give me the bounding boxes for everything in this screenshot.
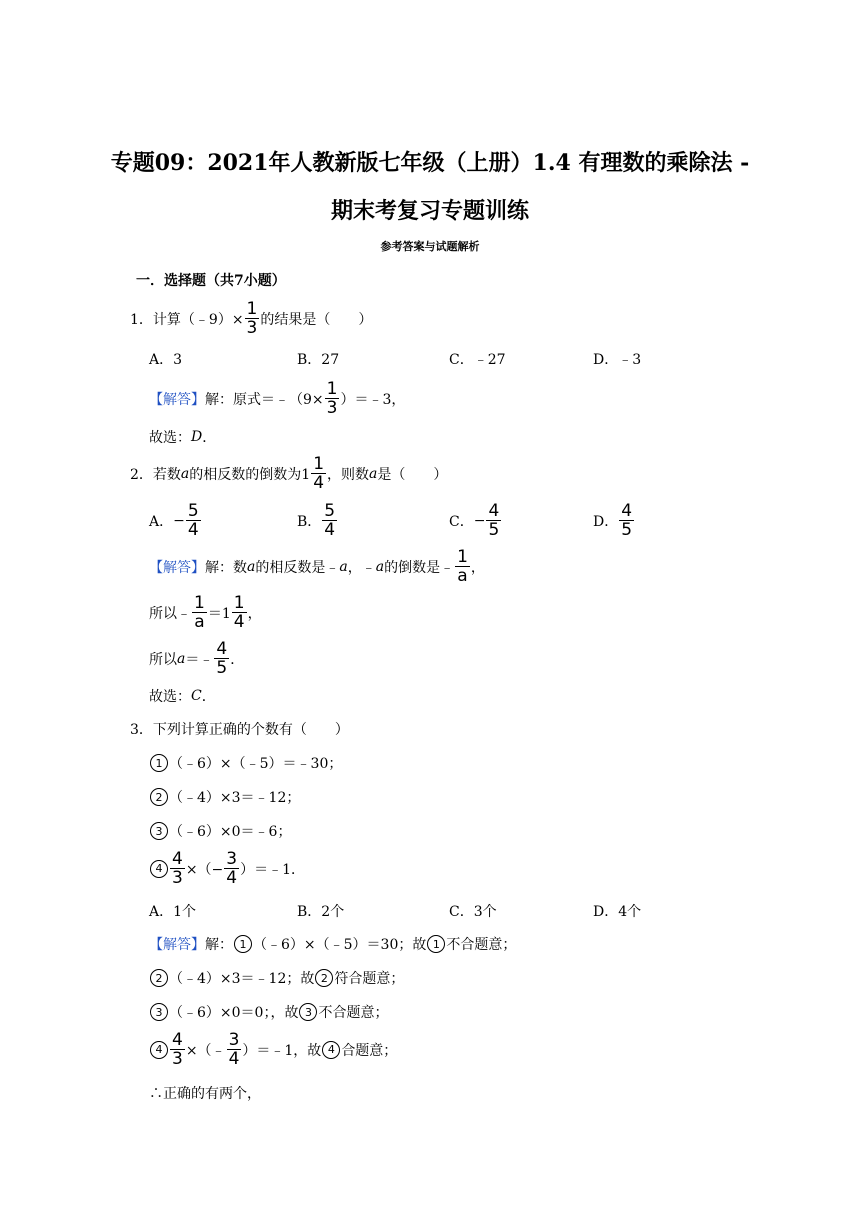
q2-line2-text-b: ＝1	[207, 605, 231, 622]
q2-frac-numerator: 1	[313, 454, 325, 474]
q3-option-a: A．1个	[149, 904, 197, 920]
q2-choice	[149, 686, 216, 706]
q3-answer-mark-2b: 2	[315, 969, 333, 987]
q3-answer-1-text: （﹣6）×（﹣5）＝30；故	[253, 937, 427, 953]
q2-option-c-numerator: 4	[488, 501, 500, 521]
q3-item-4-text-b: ）＝﹣1．	[240, 861, 306, 878]
q1-choice	[149, 427, 216, 447]
q2-answer-text-a: 解：数	[205, 559, 247, 576]
q1-answer-tag: 【解答】	[149, 391, 205, 408]
q3-answer-4-text-b: ）＝﹣1，故	[242, 1042, 322, 1059]
q2-option-a-denominator: 4	[187, 520, 199, 540]
q2-line3-frac-denominator: 5	[216, 658, 228, 678]
q1-option-a: A．3	[149, 352, 183, 368]
q3-option-c: C．3个	[449, 904, 497, 920]
q2-answer-line2	[149, 594, 262, 631]
q2-option-c-fraction	[486, 502, 501, 539]
q1-answer-frac-numerator: 1	[326, 379, 338, 399]
q2-answer-text-d: 的倒数是﹣	[384, 559, 455, 576]
question-2	[130, 455, 447, 492]
q3-answer-4-fraction-2	[227, 1031, 242, 1068]
q3-item-1	[149, 753, 342, 773]
q2-answer-text-b: 的相反数是﹣	[255, 559, 340, 576]
q2-line3-text-a: 所以	[149, 651, 177, 668]
q2-line2-fraction-2	[232, 594, 247, 631]
q3-item-4	[149, 850, 305, 887]
q3-answer-line2	[149, 968, 404, 988]
q3-answer-3b-text: 不合题意；	[318, 1005, 389, 1021]
q2-frac-denominator: 4	[313, 473, 325, 493]
q1-option-c: C．﹣27	[449, 352, 506, 368]
q2-option-c-sign: −	[473, 512, 486, 529]
q2-line2-text-c: ，	[247, 605, 262, 622]
q3-answer-1b-text: 不合题意；	[446, 937, 517, 953]
q3-answer-line3	[149, 1002, 388, 1022]
q2-answer-frac-denominator: a	[457, 566, 468, 586]
q3-answer-2b-text: 符合题意；	[334, 971, 405, 987]
q1-choice-end: ．	[202, 430, 217, 446]
q3-mark-3: 3	[150, 822, 168, 840]
q2-option-b-denominator: 4	[324, 520, 336, 540]
q3-answer-4-numerator: 4	[172, 1030, 183, 1050]
q3-answer-mark-3: 3	[150, 1003, 168, 1021]
q3-answer-4-denominator-2: 4	[228, 1049, 240, 1069]
q2-answer	[149, 548, 485, 585]
q3-item-4-fraction	[170, 850, 185, 887]
q3-answer-4-numerator-2: 3	[228, 1030, 240, 1050]
q2-option-d-fraction	[619, 502, 634, 539]
q3-option-d: D．4个	[593, 904, 642, 920]
q3-answer-4-text-a: ×（﹣	[185, 1042, 226, 1059]
q2-answer-var-a-2: a	[339, 558, 348, 575]
page-title-line2: 期末考复习专题训练	[330, 198, 529, 224]
q2-choice-letter: C	[191, 688, 202, 704]
q3-answer-text-a: 解：	[205, 937, 233, 953]
q2-option-c-denominator: 5	[488, 520, 500, 540]
q2-line2-frac2-denominator: 4	[233, 612, 245, 632]
q2-var-a: a	[180, 465, 190, 482]
q2-option-b-numerator: 5	[324, 501, 336, 521]
q2-option-a-sign: −	[173, 512, 185, 529]
q3-answer-mark-4: 4	[150, 1041, 168, 1059]
q2-option-b-label: B．	[297, 513, 322, 530]
page-subtitle: 参考答案与试题解析	[380, 240, 480, 253]
q2-option-c-label: C．	[449, 513, 474, 530]
q1-frac-denominator: 3	[246, 318, 258, 338]
q1-frac-numerator: 1	[246, 299, 258, 319]
q2-line2-text-a: 所以﹣	[149, 605, 191, 622]
q3-mark-1: 1	[150, 754, 168, 772]
q2-option-a	[149, 502, 202, 539]
q2-option-a-numerator: 5	[187, 501, 199, 521]
q3-answer-3-text: （﹣6）×0＝0；，故	[169, 1005, 299, 1021]
q1-answer-fraction	[325, 380, 340, 417]
q2-fraction	[311, 455, 326, 492]
q2-text-suffix2: 是（ ）	[377, 466, 448, 483]
q1-choice-label: 故选：	[149, 430, 191, 446]
q2-text-suffix1: ，则数	[327, 466, 370, 483]
q2-option-a-fraction	[186, 502, 201, 539]
q2-answer-frac-numerator: 1	[457, 547, 468, 567]
q2-line3-frac-numerator: 4	[216, 639, 228, 659]
q1-fraction	[245, 300, 260, 337]
q2-line3-var-a: a	[177, 650, 186, 667]
q1-answer-frac-denominator: 3	[326, 398, 338, 418]
q2-answer-tag: 【解答】	[149, 559, 205, 576]
q3-answer-mark-2: 2	[150, 969, 168, 987]
q2-option-b	[297, 502, 338, 539]
question-3: 3．下列计算正确的个数有（ ）	[130, 722, 349, 738]
q3-answer-mark-1b: 1	[427, 935, 445, 953]
q1-choice-letter: D	[191, 429, 203, 445]
q1-text-suffix: 的结果是（ ）	[260, 311, 373, 328]
q3-answer-mark-3b: 3	[299, 1003, 317, 1021]
q2-line3-text-b: ＝﹣	[185, 651, 214, 668]
q2-answer-text-c: ，﹣	[347, 559, 376, 576]
q2-line2-frac-denominator: a	[194, 612, 205, 632]
q3-mark-2: 2	[150, 788, 168, 806]
q1-answer-text-b: ）＝﹣3，	[340, 391, 406, 408]
q2-line2-fraction	[192, 594, 207, 631]
q2-answer-var-a-3: a	[375, 558, 385, 575]
q2-option-d	[593, 502, 635, 539]
q3-item-4-numerator-2: 3	[226, 849, 238, 869]
q3-answer-mark-4b: 4	[322, 1041, 340, 1059]
page-title-line1: 专题09：2021年人教新版七年级（上册）1.4 有理数的乘除法 -	[110, 150, 750, 176]
q2-option-d-label: D．	[593, 513, 619, 530]
q3-answer-4-fraction	[170, 1031, 185, 1068]
q1-answer	[149, 380, 405, 417]
q3-answer	[149, 934, 516, 954]
q2-answer-fraction	[455, 548, 470, 585]
q2-text-mid: 的相反数的倒数为1	[189, 466, 311, 483]
q2-text-prefix: 2．若数	[130, 466, 181, 483]
q2-answer-var-a: a	[247, 558, 256, 575]
q3-item-4-numerator: 4	[172, 849, 183, 869]
q2-option-b-fraction	[322, 502, 337, 539]
q2-option-a-label: A．	[149, 513, 174, 530]
q3-conclusion: ∴正确的有两个，	[149, 1086, 261, 1102]
q2-var-a-2: a	[369, 465, 378, 482]
question-1	[130, 300, 372, 337]
q3-answer-tag: 【解答】	[149, 937, 205, 953]
q3-item-1-text: （﹣6）×（﹣5）＝﹣30；	[169, 756, 343, 772]
q2-answer-line3	[149, 640, 244, 677]
q1-answer-text-a: 解：原式＝﹣（9×	[205, 391, 324, 408]
q3-item-2	[149, 787, 300, 807]
q2-answer-text-e: ，	[470, 559, 485, 576]
q3-item-4-text-a: ×（−	[185, 861, 224, 878]
q1-option-d: D．﹣3	[593, 352, 642, 368]
q2-line3-text-c: ．	[230, 651, 245, 668]
q3-item-3-text: （﹣6）×0＝﹣6；	[169, 824, 292, 840]
q3-item-2-text: （﹣4）×3＝﹣12；	[169, 790, 301, 806]
q2-line2-frac2-numerator: 1	[233, 593, 245, 613]
q3-answer-mark-1: 1	[234, 935, 252, 953]
q2-option-d-denominator: 5	[621, 520, 633, 540]
q3-item-4-fraction-2	[224, 850, 239, 887]
q3-answer-4-denominator: 3	[172, 1049, 183, 1069]
q2-line2-frac-numerator: 1	[194, 593, 205, 613]
q2-option-c	[449, 502, 502, 539]
q2-choice-end: ．	[201, 689, 216, 705]
q3-item-4-denominator-2: 4	[226, 868, 238, 888]
q3-item-3	[149, 821, 291, 841]
q2-option-d-numerator: 4	[621, 501, 633, 521]
q3-option-b: B．2个	[297, 904, 345, 920]
section-heading: 一．选择题（共7小题）	[136, 273, 286, 289]
q3-item-4-denominator: 3	[172, 868, 183, 888]
q3-answer-line4	[149, 1031, 397, 1068]
q3-answer-2-text: （﹣4）×3＝﹣12；故	[169, 971, 315, 987]
q1-text-prefix: 1．计算（﹣9）×	[130, 311, 244, 328]
q3-answer-4-text-c: 合题意；	[341, 1042, 398, 1059]
q1-option-b: B．27	[297, 352, 340, 368]
q2-choice-label: 故选：	[149, 689, 191, 705]
q2-line3-fraction	[214, 640, 229, 677]
q3-mark-4: 4	[150, 860, 168, 878]
